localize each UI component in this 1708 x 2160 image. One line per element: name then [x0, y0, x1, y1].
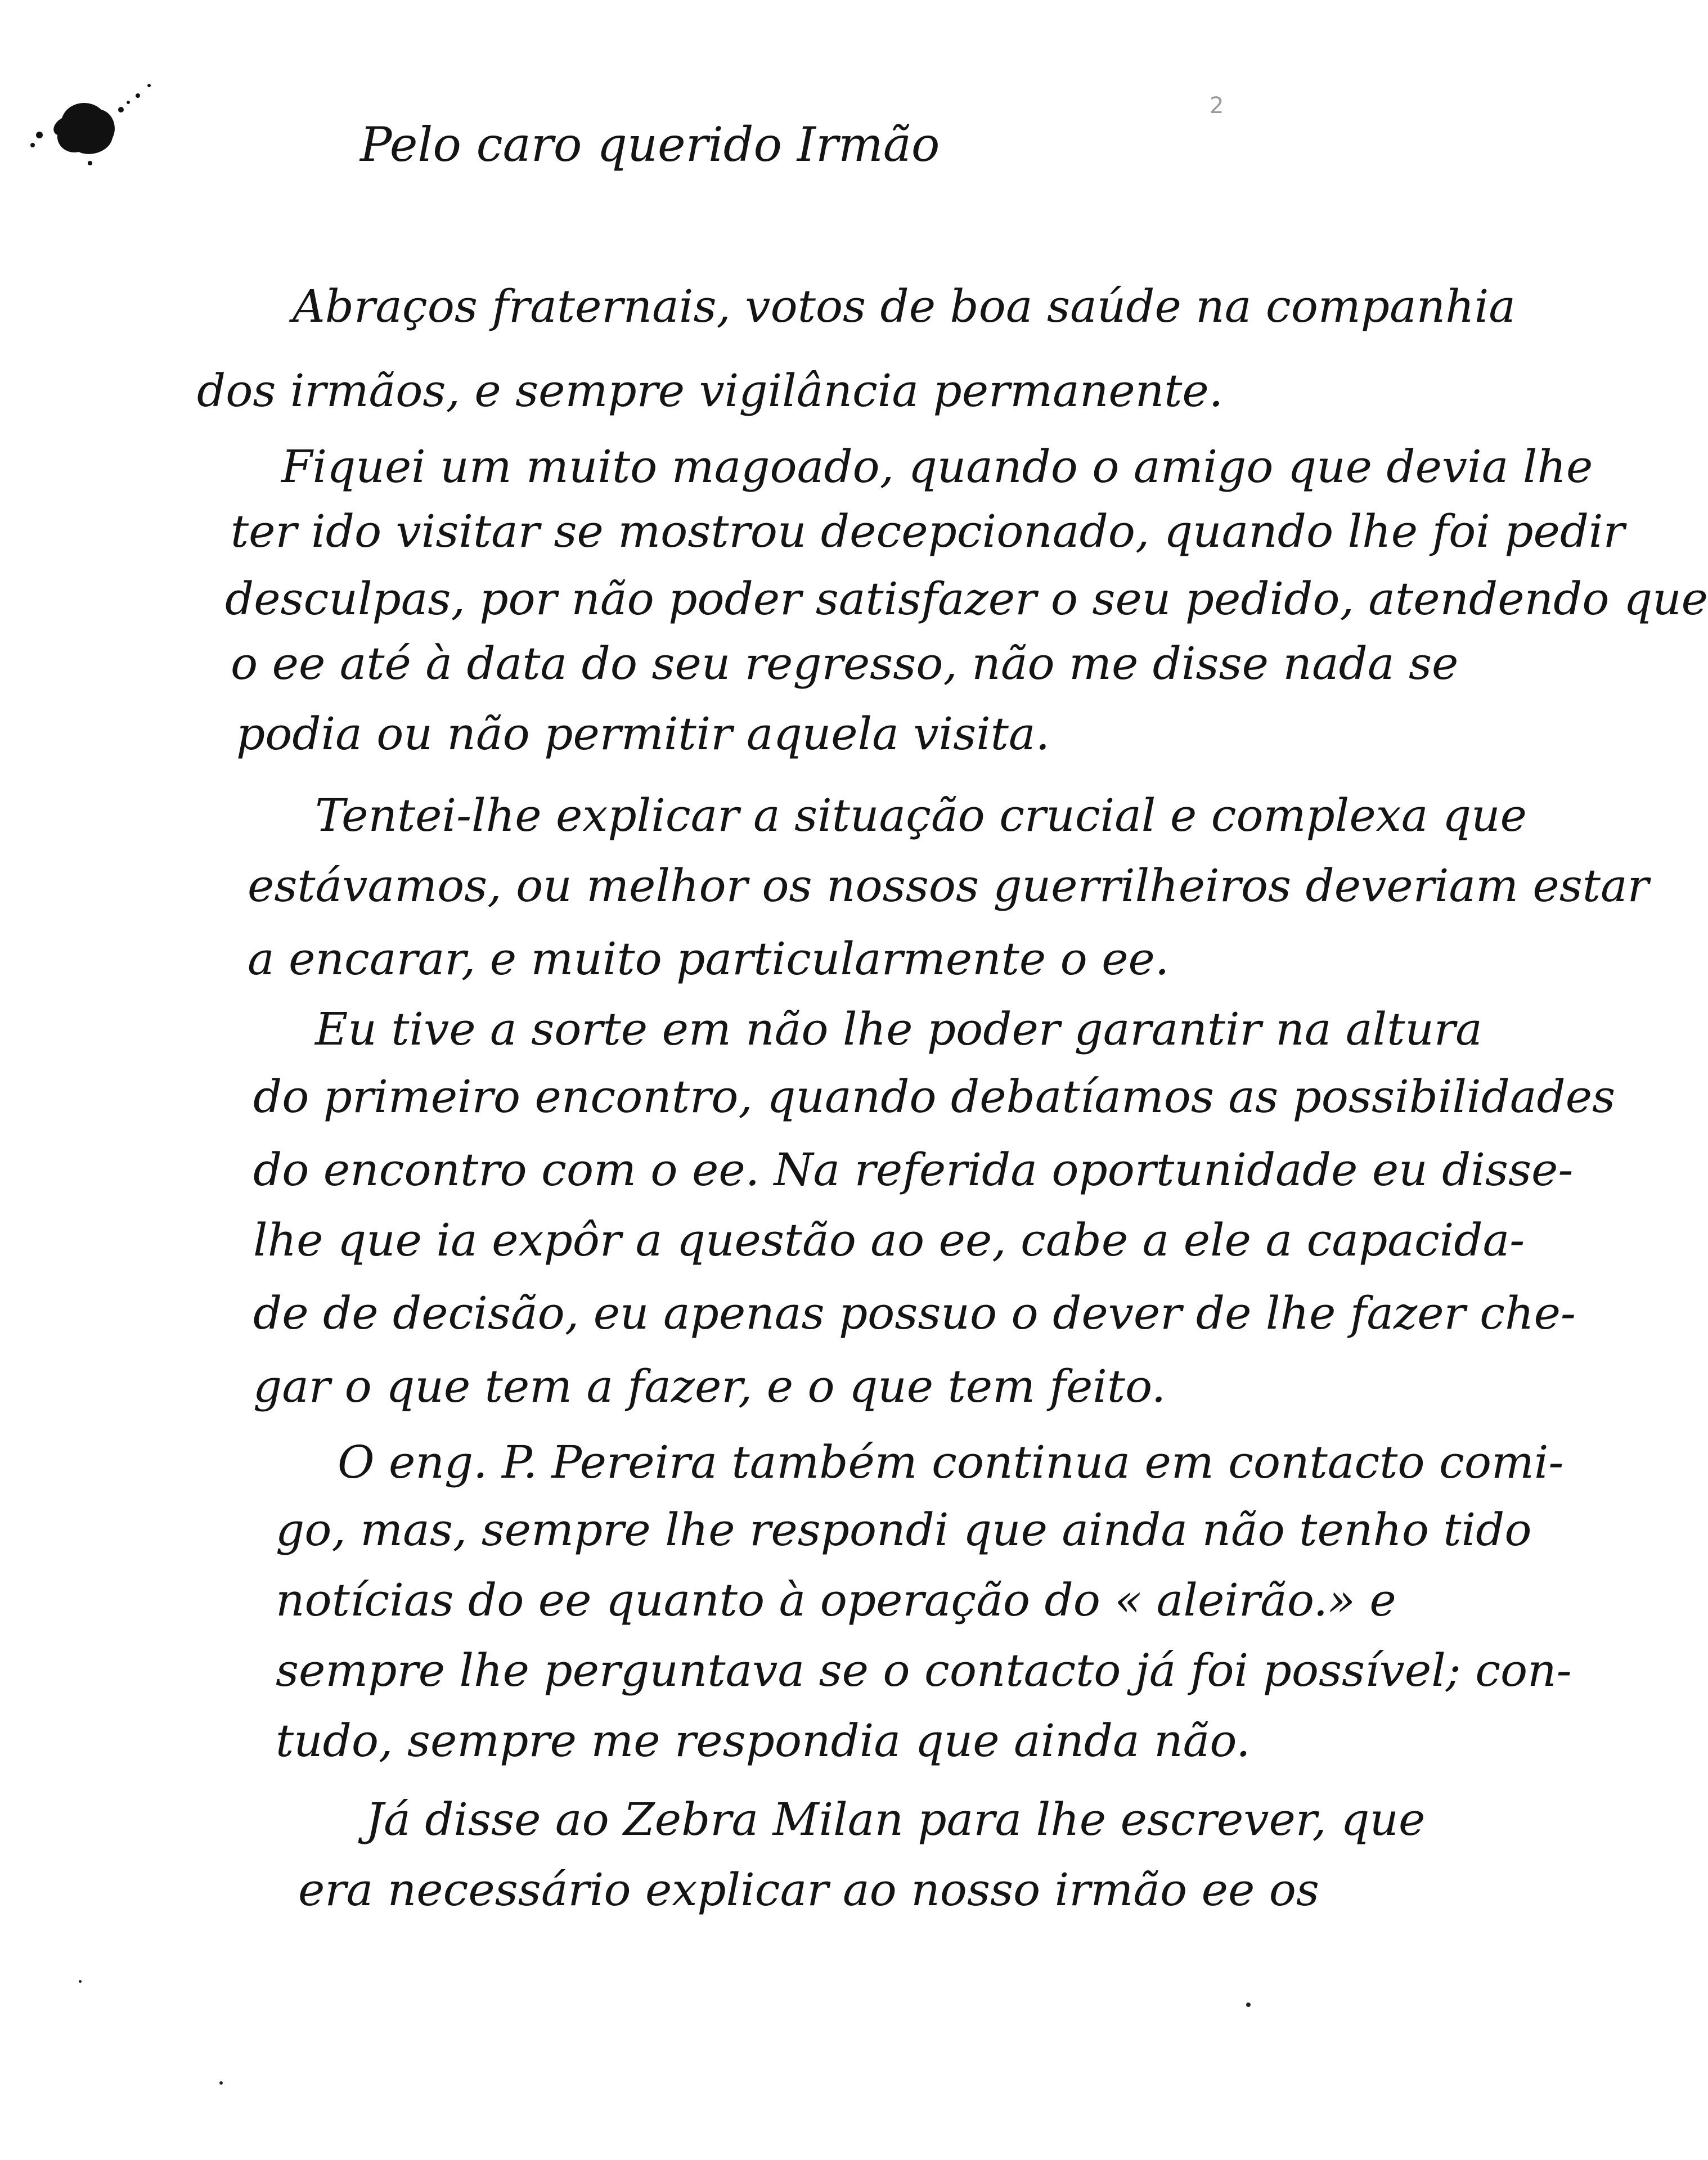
letter-line: desculpas, por não poder satisfazer o seu pedido, atendendo que — [225, 573, 1708, 625]
page-mark: 2 — [1210, 93, 1224, 119]
letter-line: ter ido visitar se mostrou decepcionado, quando lhe foi pedir — [231, 505, 1625, 557]
letter-line: Já disse ao Zebra Milan para lhe escrever, que — [366, 1793, 1426, 1846]
letter-line: Abraços fraternais, votos de boa saúde na companhia — [293, 280, 1516, 332]
letter-line: o ee até à data do seu regresso, não me disse nada se — [231, 637, 1459, 690]
letter-line: sempre lhe perguntava se o contacto já foi possível; con- — [276, 1644, 1572, 1696]
ink-speck — [79, 1980, 82, 1983]
letter-line: estávamos, ou melhor os nossos guerrilheiros deveriam estar — [248, 860, 1649, 912]
letter-line: era necessário explicar ao nosso irmão ee os — [298, 1864, 1319, 1916]
ink-speck — [219, 2081, 223, 2085]
letter-line: go, mas, sempre lhe respondi que ainda não tenho tido — [276, 1504, 1532, 1556]
letter-line: Tentei-lhe explicar a situação crucial e complexa que — [315, 789, 1527, 842]
letter-line: Eu tive a sorte em não lhe poder garantir na altura — [315, 1003, 1482, 1055]
letter-line: de de decisão, eu apenas possuo o dever de lhe fazer che- — [253, 1287, 1576, 1339]
ink-speck — [1246, 2002, 1251, 2007]
letter-line: Fiquei um muito magoado, quando o amigo que devia lhe — [281, 440, 1593, 493]
letter-line: do encontro com o ee. Na referida oportunidade eu disse- — [253, 1144, 1574, 1196]
letter-line: notícias do ee quanto à operação do « aleirão.» e — [276, 1574, 1396, 1626]
letter-line: do primeiro encontro, quando debatíamos as possibilidades — [253, 1070, 1616, 1123]
letter-line: a encarar, e muito particularmente o ee. — [248, 933, 1170, 985]
letter-line: podia ou não permitir aquela visita. — [236, 708, 1050, 760]
letter-line: tudo, sempre me respondia que ainda não. — [276, 1714, 1251, 1767]
salutation: Pelo caro querido Irmão — [360, 117, 940, 172]
letter-line: dos irmãos, e sempre vigilância permanente. — [197, 364, 1224, 417]
letter-line: O eng. P. Pereira também continua em contacto comi- — [338, 1436, 1564, 1488]
ink-blot — [23, 79, 158, 180]
letter-line: gar o que tem a fazer, e o que tem feito. — [253, 1360, 1166, 1412]
letter-line: lhe que ia expôr a questão ao ee, cabe a ele a capacida- — [253, 1214, 1525, 1266]
